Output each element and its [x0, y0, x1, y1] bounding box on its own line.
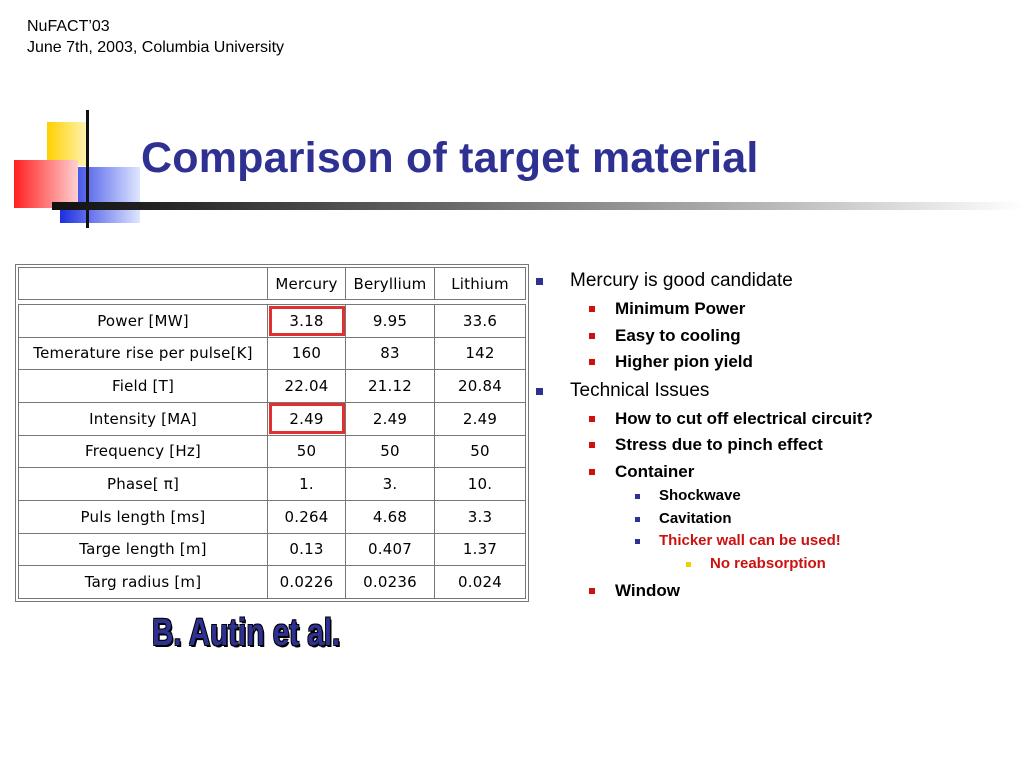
sub-bullet-item [615, 406, 1011, 433]
bullet-text: Mercury is good candidate [570, 270, 793, 291]
bullet-item [570, 376, 1011, 406]
table-cell: 0.0226 [268, 566, 346, 599]
table-row [19, 468, 526, 501]
table-cell: 3.3 [435, 500, 526, 533]
bullet-text: Window [615, 581, 680, 600]
bullet-text: Shockwave [659, 487, 741, 504]
table-cell-highlighted: 3.18 [268, 305, 346, 338]
table-cell: 50 [346, 435, 435, 468]
row-label: Frequency [Hz] [19, 435, 268, 468]
table-cell: 83 [346, 337, 435, 370]
square-bullet-icon [589, 333, 595, 339]
bullet-text: Minimum Power [615, 299, 746, 318]
bullet-text: No reabsorption [710, 554, 826, 572]
square-bullet-icon [635, 494, 640, 499]
table-header-cell: Beryllium [346, 268, 435, 300]
table-cell: 3. [346, 468, 435, 501]
table-row [19, 402, 526, 435]
table-header-cell: Lithium [435, 268, 526, 300]
table-row [19, 435, 526, 468]
conference-name: NuFACT’03 [27, 18, 110, 35]
table-cell: 0.024 [435, 566, 526, 599]
table-cell: 1.37 [435, 533, 526, 566]
row-label: Phase[ π] [19, 468, 268, 501]
table-cell: 9.95 [346, 305, 435, 338]
bullet-text: Cavitation [659, 509, 732, 527]
bullet-text: How to cut off electrical circuit? [615, 408, 873, 428]
table-cell: 21.12 [346, 370, 435, 403]
sub-bullet-item [615, 323, 1011, 350]
square-bullet-icon [589, 359, 595, 365]
square-bullet-icon [589, 306, 595, 312]
table-row [19, 566, 526, 599]
sub-bullet-item [615, 432, 1011, 459]
row-label: Power [MW] [19, 305, 268, 338]
row-label: Field [T] [19, 370, 268, 403]
table-row [19, 337, 526, 370]
table-row [19, 305, 526, 338]
sub-bullet-item [615, 578, 1011, 605]
row-label: Targe length [m] [19, 533, 268, 566]
table-header-row [19, 268, 526, 300]
row-label: Intensity [MA] [19, 402, 268, 435]
slide-title: Comparison of target material [141, 134, 759, 182]
date-location: June 7th, 2003, Columbia University [27, 39, 285, 56]
sub-sub-bullet-item [659, 485, 1011, 508]
sub-sub-bullet-item [659, 508, 1011, 531]
table-cell: 4.68 [346, 500, 435, 533]
author-credit: B. Autin et al. [152, 612, 341, 654]
table-cell: 142 [435, 337, 526, 370]
table-cell: 0.0236 [346, 566, 435, 599]
bullet-text: Higher pion yield [615, 352, 753, 371]
table-cell: 2.49 [435, 402, 526, 435]
table-cell: 50 [268, 435, 346, 468]
row-label: Targ radius [m] [19, 566, 268, 599]
table-cell: 2.49 [346, 402, 435, 435]
table-cell-highlighted: 2.49 [268, 402, 346, 435]
row-label: Temerature rise per pulse[K] [19, 337, 268, 370]
square-bullet-icon [589, 442, 595, 448]
square-bullet-icon [589, 469, 595, 475]
square-bullet-icon [635, 517, 640, 522]
table-cell: 22.04 [268, 370, 346, 403]
table-cell: 10. [435, 468, 526, 501]
table-cell: 0.407 [346, 533, 435, 566]
row-label: Puls length [ms] [19, 500, 268, 533]
bullet-text: Thicker wall can be used! [659, 532, 841, 549]
square-bullet-icon [536, 388, 543, 395]
square-bullet-icon [589, 588, 595, 594]
table-cell: 160 [268, 337, 346, 370]
bullet-text: Container [615, 461, 695, 481]
comparison-table [15, 264, 529, 602]
table-cell: 50 [435, 435, 526, 468]
square-bullet-icon [589, 416, 595, 422]
table-row [19, 533, 526, 566]
title-underline [52, 202, 1024, 210]
bullet-item [570, 266, 1011, 296]
table-header-cell: Mercury [268, 268, 346, 300]
square-bullet-icon [536, 278, 543, 285]
bullet-text: Easy to cooling [615, 325, 741, 345]
sub-bullet-item [615, 459, 1011, 486]
table-cell: 1. [268, 468, 346, 501]
bullet-list [531, 266, 1011, 605]
table-row [19, 370, 526, 403]
sub-sub-sub-bullet-item [710, 553, 1011, 576]
square-bullet-icon [635, 539, 640, 544]
square-bullet-icon [686, 562, 691, 567]
table-cell: 20.84 [435, 370, 526, 403]
bullet-text: Stress due to pinch effect [615, 435, 823, 454]
table-cell: 0.13 [268, 533, 346, 566]
table-header-cell [19, 268, 268, 300]
table-cell: 33.6 [435, 305, 526, 338]
table-row [19, 500, 526, 533]
sub-bullet-item [615, 296, 1011, 323]
bullet-text: Technical Issues [570, 379, 710, 401]
sub-bullet-item [615, 349, 1011, 376]
sub-sub-bullet-item [659, 530, 1011, 553]
table-cell: 0.264 [268, 500, 346, 533]
